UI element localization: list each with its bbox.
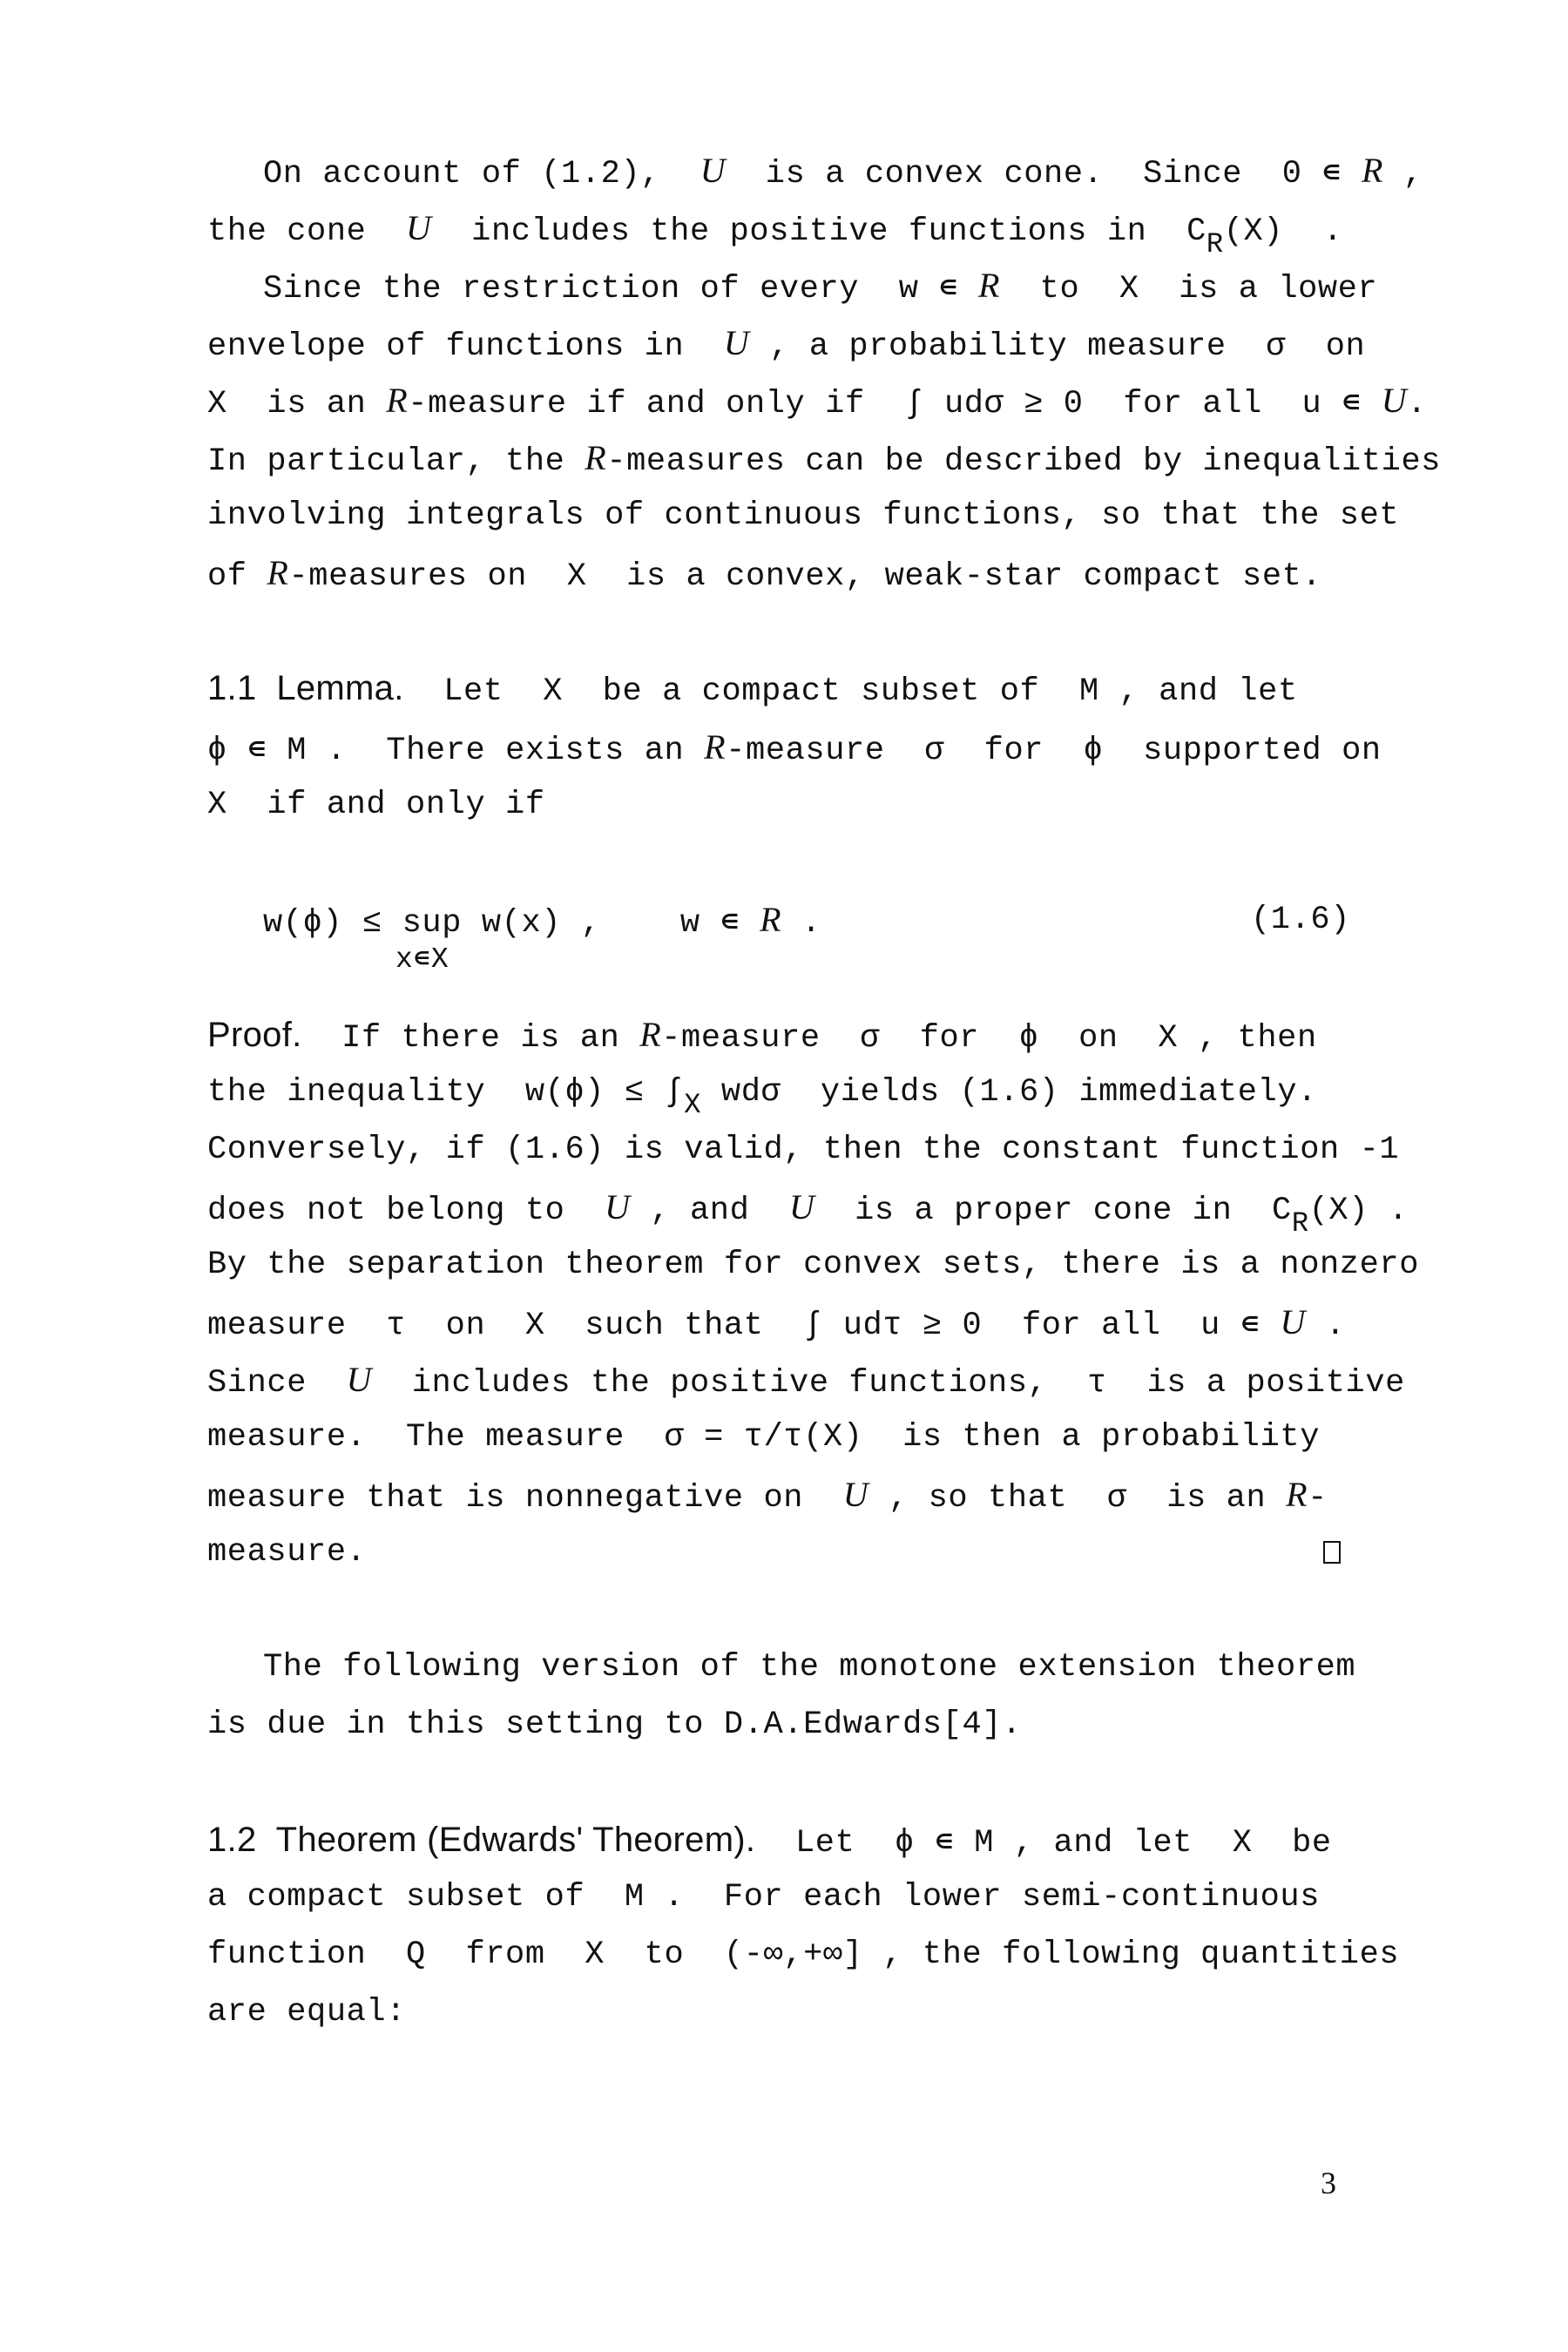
text-run: , [1383, 156, 1423, 193]
lemma-line3: X if and only if [207, 787, 545, 823]
script-r-symbol: R [1286, 1475, 1308, 1514]
theorem-line1 [207, 1821, 1332, 1862]
para3-line2: is due in this setting to D.A.Edwards[4]. [207, 1707, 1022, 1743]
script-r-symbol: R [386, 381, 409, 420]
text-run: -measures can be described by inequalities [606, 443, 1442, 480]
text-run: . [781, 905, 821, 942]
qed-square-icon [1323, 1541, 1341, 1564]
theorem-line4: are equal: [207, 1994, 407, 2031]
script-r-symbol: R [585, 438, 607, 477]
text-run: the cone [207, 213, 407, 250]
text-run: wdσ yields (1.6) immediately. [701, 1074, 1318, 1111]
script-r-symbol: R [1361, 151, 1384, 190]
text-run: ϕ ∊ M . There exists an [207, 733, 705, 769]
para2-line3 [207, 382, 1427, 423]
script-u-symbol: U [346, 1360, 373, 1399]
text-run: X is an [207, 386, 387, 422]
text-run: (X) . [1223, 213, 1343, 250]
script-u-symbol: U [700, 151, 727, 190]
text-run: the inequality w(ϕ) ≤ ∫ [207, 1074, 685, 1111]
proof-line2 [207, 1073, 1318, 1121]
text-run: -measure σ for ϕ supported on [726, 733, 1382, 769]
text-run: . [1305, 1308, 1346, 1344]
theorem-heading: 1.2 Theorem (Edwards' Theorem). [207, 1821, 756, 1859]
script-r-symbol: R [704, 727, 727, 767]
text-run: - [1308, 1480, 1328, 1517]
para2-line5: involving integrals of continuous functions, so that the set [207, 497, 1400, 534]
lemma-line1 [207, 669, 1298, 711]
para1-line2 [207, 208, 1343, 260]
text-run: -measure if and only if ∫ udσ ≥ 0 for all u ∊ [408, 386, 1382, 422]
proof-line8: measure. The measure σ = τ/τ(X) is then a probability [207, 1419, 1321, 1456]
text-run: Let X be a compact subset of M , and let [403, 673, 1298, 710]
script-u-symbol: U [1280, 1302, 1306, 1342]
text-run: , and [630, 1193, 790, 1229]
page-number: 3 [1321, 2166, 1336, 2200]
text-run: Let ϕ ∊ M , and let X be [755, 1825, 1332, 1862]
text-run: measure τ on X such that ∫ udτ ≥ 0 for all u ∊ [207, 1308, 1281, 1344]
script-u-symbol: U [406, 208, 432, 247]
text-run: envelope of functions in [207, 328, 724, 365]
sup-subscript: x∊X [395, 943, 449, 976]
para2-line1 [263, 267, 1377, 308]
script-u-symbol: U [842, 1475, 869, 1514]
text-run: If there is an [301, 1020, 640, 1057]
text-run: is a proper cone in C [814, 1193, 1292, 1229]
lemma-heading: 1.1 Lemma. [207, 669, 404, 707]
text-run: of [207, 558, 267, 595]
proof-line3: Conversely, if (1.6) is valid, then the constant function -1 [207, 1132, 1400, 1168]
proof-line7 [207, 1361, 1405, 1402]
proof-line4 [207, 1187, 1409, 1240]
theorem-line2: a compact subset of M . For each lower semi-continuous [207, 1879, 1321, 1916]
script-u-symbol: U [723, 323, 750, 362]
equation-1-6 [263, 901, 821, 943]
proof-line5: By the separation theorem for convex sets, there is a nonzero [207, 1247, 1420, 1283]
script-r-symbol: R [639, 1015, 662, 1054]
text-run: . [1407, 386, 1428, 422]
text-run: On account of (1.2), [263, 156, 700, 193]
text-run: , a probability measure σ on [749, 328, 1366, 365]
text-run: -measure σ for ϕ on X , then [661, 1020, 1317, 1057]
para2-line2 [207, 324, 1365, 366]
text-run: includes the positive functions in C [431, 213, 1206, 250]
theorem-line3: function Q from X to (-∞,+∞] , the following quantities [207, 1936, 1400, 1973]
text-run: , so that σ is an [868, 1480, 1287, 1517]
text-run: Since [207, 1365, 347, 1402]
text-run: includes the positive functions, τ is a positive [372, 1365, 1405, 1402]
text-run: Since the restriction of every w ∊ [263, 271, 979, 308]
script-u-symbol: U [789, 1187, 815, 1227]
text-run: does not belong to [207, 1193, 605, 1229]
proof-line9 [207, 1476, 1328, 1517]
script-u-symbol: U [605, 1187, 631, 1227]
script-u-symbol: U [1381, 381, 1408, 420]
subscript: R [1291, 1207, 1309, 1240]
proof-heading: Proof. [207, 1016, 302, 1054]
text-run: is a convex cone. Since 0 ∊ [726, 156, 1362, 193]
equation-number: (1.6) [1251, 902, 1351, 938]
script-r-symbol: R [978, 266, 1001, 305]
proof-line1 [207, 1016, 1317, 1058]
text-run: In particular, the [207, 443, 585, 480]
para1-line1 [263, 152, 1423, 193]
subscript: R [1206, 228, 1224, 260]
proof-line10: measure. [207, 1534, 367, 1571]
text-run: to X is a lower [1000, 271, 1378, 308]
proof-line6 [207, 1303, 1346, 1345]
script-r-symbol: R [267, 553, 289, 592]
text-run: measure that is nonnegative on [207, 1480, 843, 1517]
text-run: (X) . [1308, 1193, 1409, 1229]
equation-body: w(ϕ) ≤ sup w(x) , w ∊ [263, 905, 760, 942]
lemma-line2 [207, 728, 1382, 770]
subscript: X [684, 1089, 702, 1121]
para2-line4 [207, 439, 1441, 481]
script-r-symbol: R [760, 900, 782, 939]
text-run: -measures on X is a convex, weak-star compact set. [288, 558, 1322, 595]
para3-line1: The following version of the monotone extension theorem [263, 1649, 1356, 1686]
para2-line6 [207, 554, 1321, 596]
